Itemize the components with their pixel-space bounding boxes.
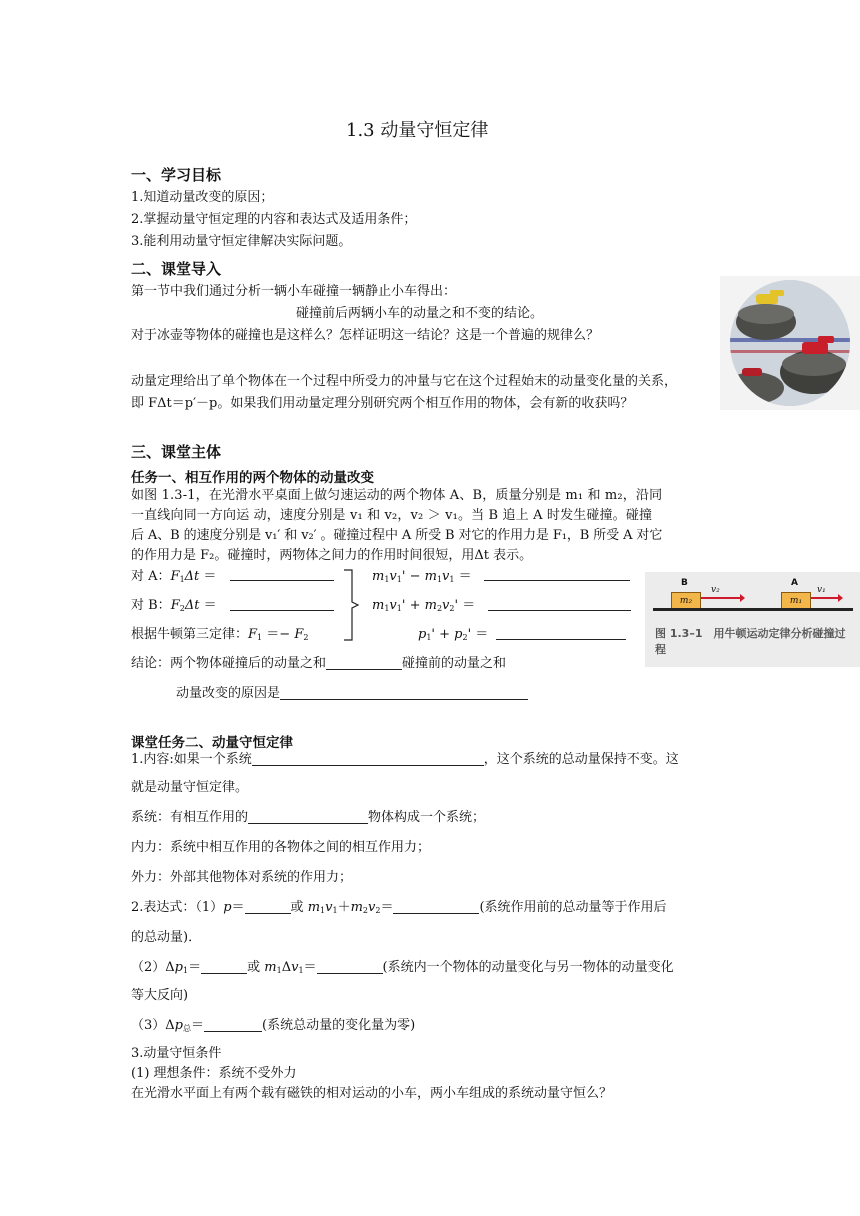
task1-text: 的作用力是 F₂。碰撞时，两物体之间力的作用时间很短，用Δt 表示。 — [131, 548, 533, 563]
expr1-label: 2.表达式：（1） — [131, 900, 224, 915]
expr3-note: (系统总动量的变化量为零) — [262, 1018, 416, 1033]
expr2-label: （2） — [131, 960, 166, 975]
content-line-2: 就是动量守恒定律。 — [131, 780, 249, 795]
goal-item: 2.掌握动量守恒定理的内容和表达式及适用条件； — [131, 212, 417, 227]
intro-paragraph: 碰撞前后两辆小车的动量之和不变的结论。 — [296, 306, 544, 321]
system-line — [131, 808, 485, 828]
expr3-label: （3） — [131, 1018, 166, 1033]
expr2-or: 或 — [247, 960, 261, 975]
intro-paragraph: 第一节中我们通过分析一辆小车碰撞一辆静止小车得出： — [131, 284, 457, 299]
intro-paragraph: 即 FΔt＝p′－p。如果我们用动量定理分别研究两个相互作用的物体，会有新的收获吗？ — [131, 396, 634, 411]
system-text-a: 系统：有相互作用的 — [131, 810, 249, 825]
expr1-or: 或 — [290, 900, 304, 915]
conclusion-reason: 动量改变的原因是 — [176, 686, 281, 701]
velocity-label-b: v₂ — [711, 585, 720, 595]
velocity-arrow-b — [701, 597, 741, 599]
blank-system[interactable] — [248, 809, 368, 824]
intro-paragraph: 对于冰壶等物体的碰撞也是这样么？怎样证明这一结论？这是一个普遍的规律么？ — [131, 328, 600, 343]
curling-stones-image — [730, 280, 850, 406]
external-force-line: 外力：外部其他物体对系统的作用力； — [131, 870, 353, 885]
figure-ground-line — [653, 608, 853, 611]
content-text-a: 1.内容:如果一个系统 — [131, 752, 252, 767]
expression-2: $(2)\Delta p_1=$ 或 $m_1\Delta v_1=$ (系统内一个物体的动量变化与另一物体的动量变化 — [131, 960, 674, 975]
goal-item: 1.知道动量改变的原因； — [131, 190, 274, 205]
blank-right-3[interactable] — [496, 639, 626, 640]
expr1-note: (系统作用前的总动量等于作用后 — [479, 900, 667, 915]
equation-newton: 根据牛顿第三定律：$F_1 =- F_2$ — [131, 627, 309, 642]
task1-text: 一直线向同一方向运 动，速度分别是 v₁ 和 v₂，v₂ ＞ v₁。当 B 追上 A 时发生碰撞。碰撞 — [131, 508, 653, 523]
equation-row-b: 对 B：$F_2\Delta t$ ＝ — [131, 598, 217, 613]
figure-label-b: B — [681, 578, 688, 588]
blank-right-2[interactable] — [488, 610, 631, 611]
system-text-b: 物体构成一个系统； — [368, 810, 486, 825]
expression-2-cont: 等大反向) — [131, 988, 189, 1003]
blank-a[interactable] — [230, 580, 334, 581]
page-title: 1.3 动量守恒定律 — [346, 120, 489, 141]
label-for-a: 对 A： — [131, 569, 171, 584]
task1-text: 后 A、B 的速度分别是 v₁′ 和 v₂′ 。碰撞过程中 A 所受 B 对它的作用力是 F₁，B 所受 A 对它 — [131, 528, 663, 543]
brace-symbol — [342, 568, 362, 642]
equation-right-3: $p_1' + p_2'$ ＝ — [418, 627, 489, 642]
block-a-mass: m₁ — [789, 596, 803, 606]
curling-photo-circle — [730, 280, 850, 406]
figure-label-a: A — [791, 578, 798, 588]
blank-expr2-dp[interactable] — [201, 959, 247, 974]
section-heading-goals: 一、学习目标 — [131, 166, 222, 184]
curling-stones-photo — [720, 276, 860, 410]
condition-ideal: (1) 理想条件：系统不受外力 — [131, 1066, 297, 1081]
expr2-note: (系统内一个物体的动量变化与另一物体的动量变化 — [382, 960, 674, 975]
blank-expr2-mdv[interactable] — [317, 959, 383, 974]
velocity-label-a: v₁ — [817, 585, 826, 595]
expression-1: 2.表达式：（1）p＝ 或 $m_1v_1+m_2v_2=$ (系统作用前的总动量等于作用后 — [131, 900, 667, 915]
velocity-arrow-a — [811, 597, 839, 599]
task1-text: 如图 1.3-1，在光滑水平桌面上做匀速运动的两个物体 A、B，质量分别是 m₁ 和 m₂，沿同 — [131, 488, 663, 503]
blank-b[interactable] — [230, 610, 334, 611]
blank-expr1-mv[interactable] — [393, 899, 479, 914]
condition-question: 在光滑水平面上有两个载有磁铁的相对运动的小车，两小车组成的系统动量守恒么？ — [131, 1086, 613, 1101]
goal-item: 3.能利用动量守恒定律解决实际问题。 — [131, 234, 352, 249]
equation-row-a: 对 A：$F_1\Delta t$ ＝ — [131, 569, 217, 584]
figure-caption: 图 1.3–1 用牛顿运动定律分析碰撞过程 — [655, 627, 846, 656]
conclusion-line-1 — [131, 654, 506, 674]
figure-1-3-1 — [645, 572, 860, 667]
section-heading-intro: 二、课堂导入 — [131, 260, 222, 278]
blank-reason[interactable] — [280, 685, 528, 700]
equation-right-2: $m_1v_1' + m_2v_2'$ ＝ — [372, 598, 476, 613]
intro-paragraph: 动量定理给出了单个物体在一个过程中所受力的冲量与它在这个过程始末的动量变化量的关系， — [131, 374, 678, 389]
task2-heading: 课堂任务二、动量守恒定律 — [131, 735, 293, 751]
conservation-conditions-title: 3.动量守恒条件 — [131, 1046, 222, 1061]
conclusion-text-b: 碰撞前的动量之和 — [402, 656, 507, 671]
blank-conclusion[interactable] — [326, 655, 402, 670]
content-text-b: ，这个系统的总动量保持不变。这 — [483, 752, 679, 767]
expression-3: $(3)\Delta p_总=$ (系统总动量的变化量为零) — [131, 1018, 416, 1033]
equation-right-1: $m_1v_1' - m_1v_1$ ＝ — [372, 569, 472, 584]
blank-right-1[interactable] — [484, 580, 630, 581]
content-line — [131, 750, 679, 770]
internal-force-line: 内力：系统中相互作用的各物体之间的相互作用力； — [131, 840, 431, 855]
task1-heading: 任务一、相互作用的两个物体的动量改变 — [131, 470, 374, 486]
conclusion-line-2 — [176, 684, 528, 704]
block-b-mass: m₂ — [679, 596, 693, 606]
blank-content[interactable] — [252, 751, 484, 766]
blank-expr3[interactable] — [204, 1017, 262, 1032]
label-for-b: 对 B： — [131, 598, 171, 613]
expression-1-cont: 的总动量)． — [131, 930, 202, 945]
blank-expr1-p[interactable] — [245, 899, 291, 914]
newton-label: 根据牛顿第三定律： — [131, 627, 249, 642]
conclusion-text-a: 结论：两个物体碰撞后的动量之和 — [131, 656, 327, 671]
section-heading-main: 三、课堂主体 — [131, 443, 222, 461]
